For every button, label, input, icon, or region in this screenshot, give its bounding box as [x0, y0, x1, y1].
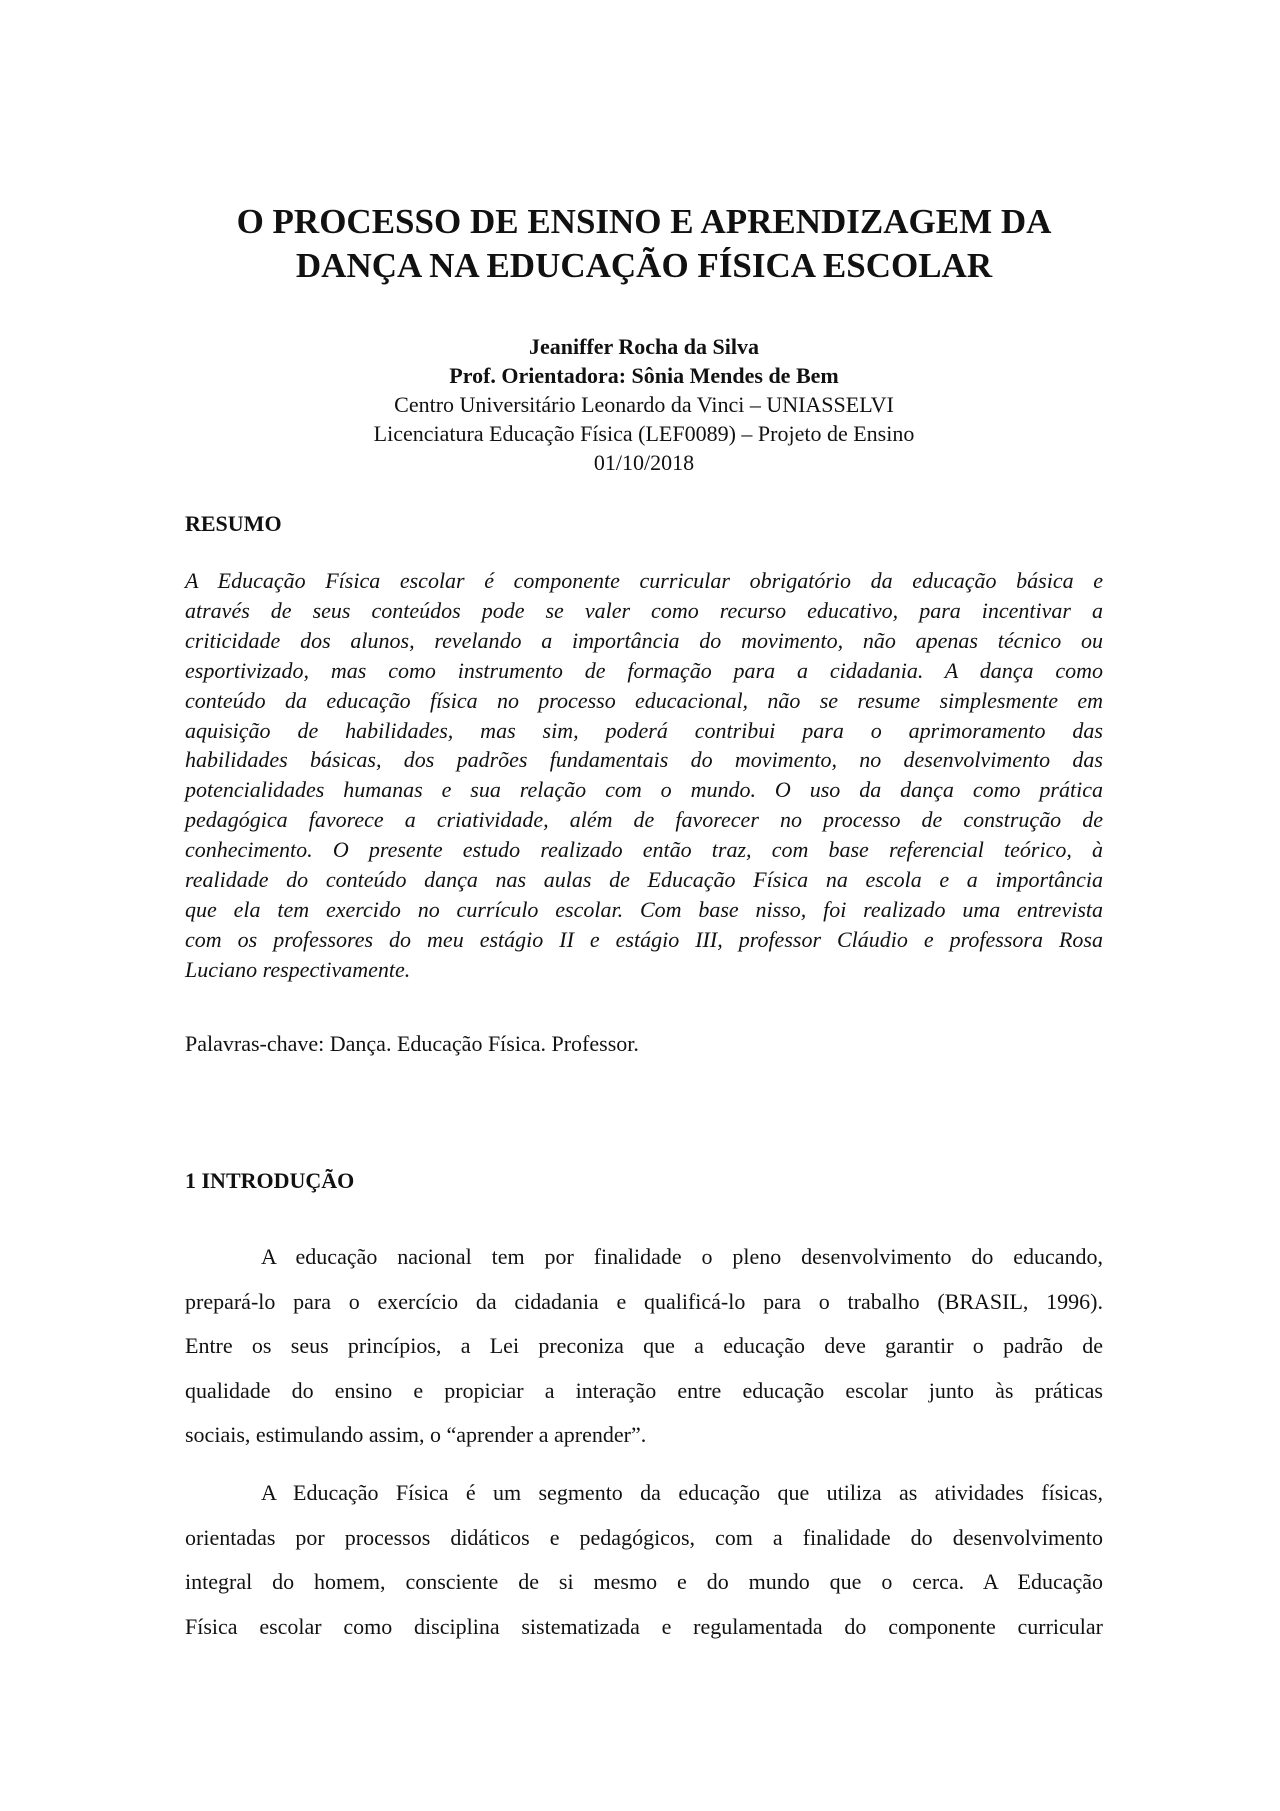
abstract-line: que ela tem exercido no currículo escolar. Com base nisso, foi realizado uma entrevista — [185, 896, 1103, 922]
abstract-line: através de seus conteúdos pode se valer como recurso educativo, para incentivar a — [185, 597, 1103, 623]
author-block — [185, 332, 1103, 477]
abstract-line: habilidades básicas, dos padrões fundamentais do movimento, no desenvolvimento das — [185, 747, 1103, 773]
intro-paragraph-2 — [185, 1471, 1103, 1649]
institution: Centro Universitário Leonardo da Vinci – UNIASSELVI — [394, 392, 894, 417]
paragraph-line: Física escolar como disciplina sistematizada e regulamentada do componente curricular — [185, 1613, 1103, 1639]
abstract-line: criticidade dos alunos, revelando a importância do movimento, não apenas técnico ou — [185, 627, 1103, 653]
abstract-line: esportivizado, mas como instrumento de formação para a cidadania. A dança como — [185, 657, 1103, 683]
abstract-line: A Educação Física escolar é componente curricular obrigatório da educação básica e — [185, 568, 1103, 593]
author-name: Jeaniffer Rocha da Silva — [529, 334, 759, 359]
abstract-line: potencialidades humanas e sua relação com o mundo. O uso da dança como prática — [185, 777, 1103, 803]
abstract-heading: RESUMO — [185, 511, 282, 536]
intro-paragraph-1 — [185, 1235, 1103, 1458]
paragraph-line: A Educação Física é um segmento da educação que utiliza as atividades físicas, — [261, 1480, 1103, 1505]
abstract-line: conteúdo da educação física no processo educacional, não se resume simplesmente em — [185, 687, 1103, 713]
title-line: DANÇA NA EDUCAÇÃO FÍSICA ESCOLAR — [295, 246, 993, 285]
date: 01/10/2018 — [593, 450, 695, 475]
keywords: Palavras-chave: Dança. Educação Física. Professor. — [185, 1031, 639, 1056]
abstract-line: aquisição de habilidades, mas sim, poderá contribui para o aprimoramento das — [185, 717, 1103, 743]
paragraph-line: orientadas por processos didáticos e pedagógicos, com a finalidade do desenvolvimento — [185, 1524, 1103, 1550]
abstract-line: Luciano respectivamente. — [185, 956, 411, 982]
abstract-text — [185, 566, 1103, 985]
course: Licenciatura Educação Física (LEF0089) – Projeto de Ensino — [373, 421, 915, 446]
paragraph-line: prepará-lo para o exercício da cidadania e qualificá-lo para o trabalho (BRASIL, 1996). — [185, 1288, 1103, 1314]
paragraph-line: Entre os seus princípios, a Lei preconiza que a educação deve garantir o padrão de — [185, 1333, 1103, 1359]
paragraph-line: A educação nacional tem por finalidade o pleno desenvolvimento do educando, — [261, 1244, 1103, 1269]
paragraph-line: qualidade do ensino e propiciar a interação entre educação escolar junto às práticas — [185, 1377, 1103, 1403]
section-heading-introduction: 1 INTRODUÇÃO — [185, 1168, 355, 1193]
advisor-name: Prof. Orientadora: Sônia Mendes de Bem — [449, 363, 839, 388]
abstract-line: com os professores do meu estágio II e estágio III, professor Cláudio e professora Rosa — [185, 926, 1103, 952]
paragraph-line: integral do homem, consciente de si mesmo e do mundo que o cerca. A Educação — [185, 1569, 1103, 1595]
paragraph-line: sociais, estimulando assim, o “aprender a aprender”. — [185, 1422, 647, 1448]
title-line: O PROCESSO DE ENSINO E APRENDIZAGEM DA — [236, 202, 1052, 241]
abstract-line: conhecimento. O presente estudo realizado então traz, com base referencial teórico, à — [185, 837, 1103, 863]
abstract-line: pedagógica favorece a criatividade, além de favorecer no processo de construção de — [185, 807, 1103, 833]
abstract-line: realidade do conteúdo dança nas aulas de Educação Física na escola e a importância — [185, 867, 1103, 893]
document-title — [185, 200, 1103, 288]
